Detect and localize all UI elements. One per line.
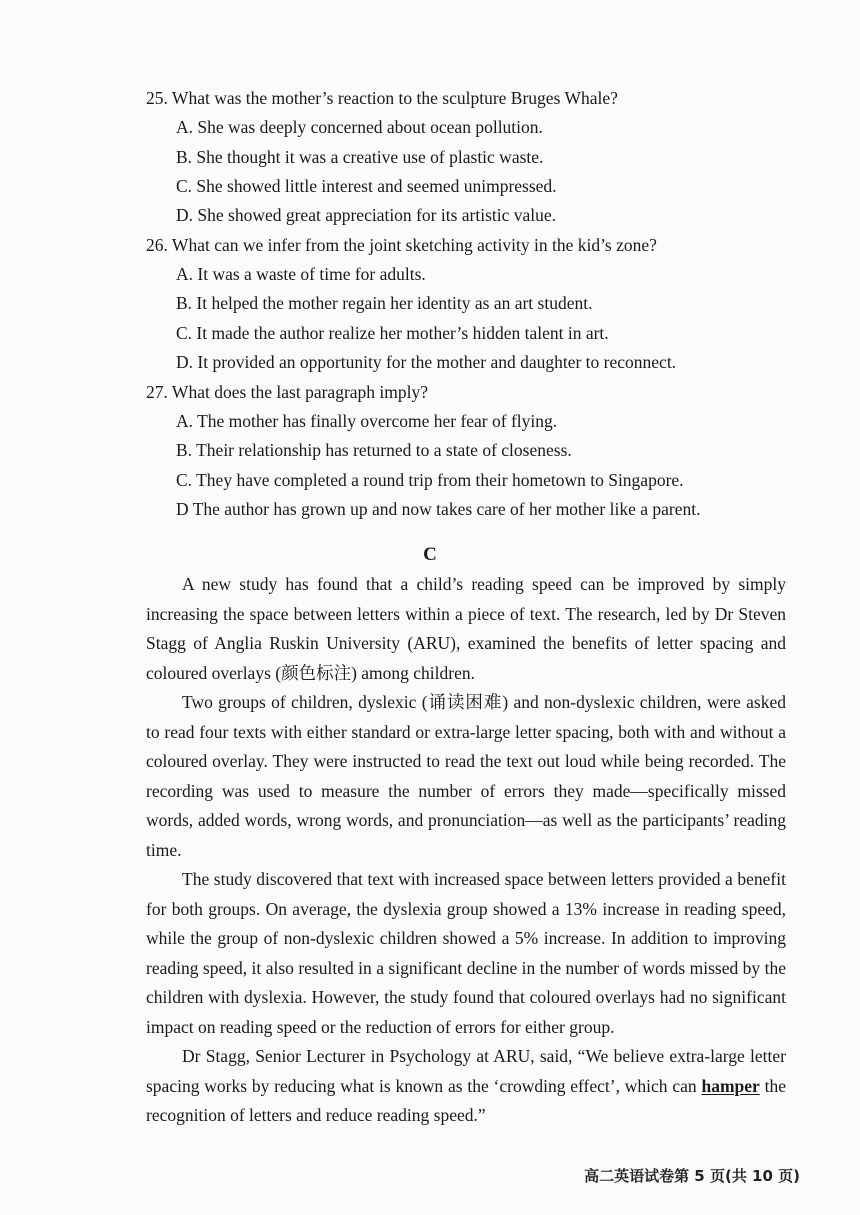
section-title: C [423, 544, 437, 565]
question-26-option-c: C. It made the author realize her mother’s hidden talent in art. [176, 323, 609, 343]
question-25-option-b: B. She thought it was a creative use of plastic waste. [176, 147, 544, 167]
question-26-option-d: D. It provided an opportunity for the mother and daughter to reconnect. [176, 352, 677, 372]
question-25-option-d: D. She showed great appreciation for its artistic value. [176, 205, 557, 225]
question-25-stem: 25. What was the mother’s reaction to the sculpture Bruges Whale? [146, 88, 618, 108]
paragraph-4-text-before: Dr Stagg, Senior Lecturer in Psychology at ARU, said, “We believe extra-large letter spacing works by reducing what is known as the ‘crowding effect’, which can [146, 1046, 786, 1096]
highlighted-word: hamper [701, 1075, 760, 1096]
question-27-option-b: B. Their relationship has returned to a state of closeness. [176, 440, 572, 460]
question-25-option-a: A. She was deeply concerned about ocean pollution. [176, 117, 543, 137]
question-26-option-a: A. It was a waste of time for adults. [176, 264, 426, 284]
question-27-option-d: D The author has grown up and now takes care of her mother like a parent. [176, 499, 701, 519]
passage-paragraph-1: A new study has found that a child’s reading speed can be improved by simply increasing the space between letters within a piece of text. The research, led by Dr Steven Stagg of Anglia Ruskin University (ARU), examined the benefits of letter spacing and coloured overlays (颜色标注) among children. [146, 574, 786, 683]
passage-paragraph-3: The study discovered that text with increased space between letters provided a benefit for both groups. On average, the dyslexia group showed a 13% increase in reading speed, while the group of non-dyslexic children showed a 5% increase. In addition to improving reading speed, it also resulted in a significant decline in the number of words missed by the children with dyslexia. However, the study found that coloured overlays had no significant impact on reading speed or the reduction of errors for either group. [146, 869, 786, 1037]
question-26-stem: 26. What can we infer from the joint sketching activity in the kid’s zone? [146, 235, 657, 255]
question-26-option-b: B. It helped the mother regain her identity as an art student. [176, 293, 593, 313]
question-25-option-c: C. She showed little interest and seemed unimpressed. [176, 176, 557, 196]
passage-paragraph-4 [146, 1042, 786, 1131]
passage-paragraph-2: Two groups of children, dyslexic (诵读困难) and non-dyslexic children, were asked to read four texts with either standard or extra-large letter spacing, both with and without a coloured overlay. They were instructed to read the text out loud while being recorded. The recording was used to measure the number of errors they made—specifically missed words, added words, wrong words, and pronunciation—as well as the participants’ reading time. [146, 692, 786, 860]
question-27-option-a: A. The mother has finally overcome her fear of flying. [176, 411, 558, 431]
paragraph-4-text-after: the recognition of letters and reduce reading speed.” [146, 1075, 786, 1125]
question-27-option-c: C. They have completed a round trip from their hometown to Singapore. [176, 470, 684, 490]
question-27-stem: 27. What does the last paragraph imply? [146, 382, 429, 402]
page-footer: 高二英语试卷第 5 页(共 10 页) [584, 1167, 800, 1185]
passage [146, 570, 786, 1131]
